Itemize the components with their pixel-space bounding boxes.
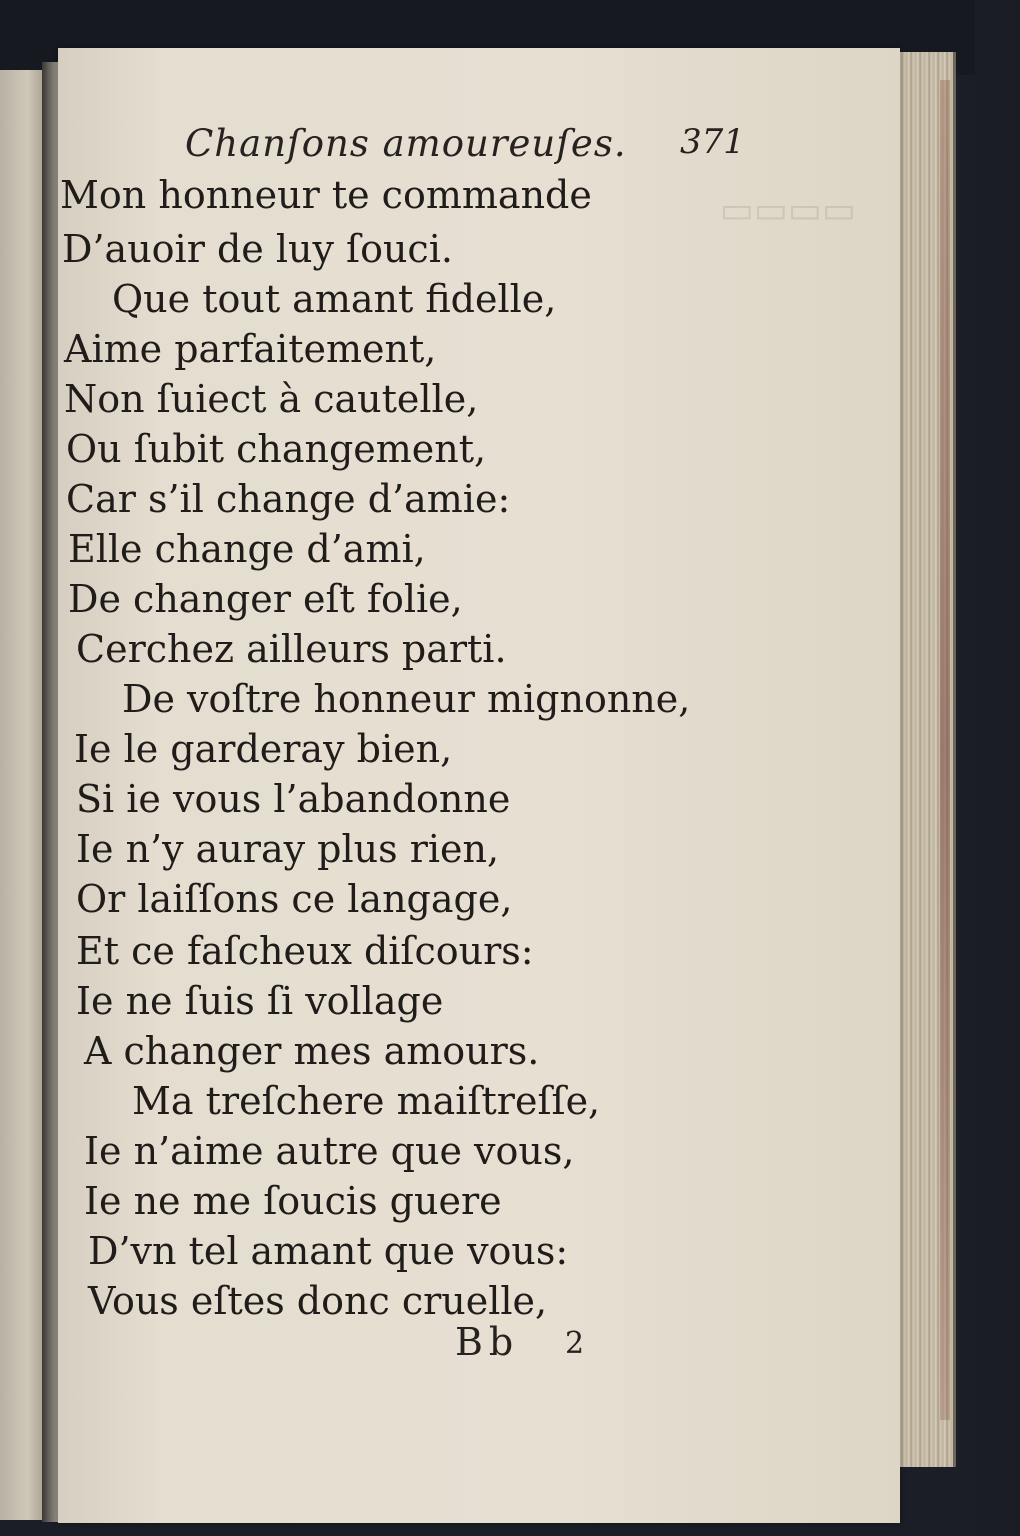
verse-line: Cerchez ailleurs parti. xyxy=(76,627,507,671)
verse-line: Or laiſſons ce langage, xyxy=(76,877,513,921)
verse-line: Que tout amant fidelle, xyxy=(112,277,557,321)
verse-line: Ie ne ſuis ſi vollage xyxy=(76,979,444,1023)
verse-line: Elle change d’ami, xyxy=(68,527,426,571)
page-number: 371 xyxy=(680,122,745,162)
verse-line: Et ce faſcheux diſcours: xyxy=(76,929,534,973)
facing-page-edge xyxy=(0,70,46,1520)
verse-line: Ou ſubit changement, xyxy=(66,427,487,471)
verse-line: Ie n’aime autre que vous, xyxy=(84,1129,575,1173)
verse-line: Car s’il change d’amie: xyxy=(66,477,511,521)
signature-number: 2 xyxy=(565,1326,585,1361)
verse-line: Ie ne me ſoucis guere xyxy=(84,1179,502,1223)
edge-stain xyxy=(940,80,950,1420)
verse-line: Non ſuiect à cautelle, xyxy=(64,377,479,421)
scan-background-right xyxy=(975,0,1020,1536)
running-title: Chanſons amoureuſes. xyxy=(185,122,627,165)
verse-line: De changer eſt folie, xyxy=(68,577,463,621)
signature-mark: Bb xyxy=(455,1320,520,1364)
verse-line: Si ie vous l’abandonne xyxy=(76,777,511,821)
verse-line: Ma treſchere maiſtreſſe, xyxy=(132,1079,601,1123)
verse-line: Mon honneur te commande xyxy=(60,173,592,217)
verse-line: Ie le garderay bien, xyxy=(74,727,453,771)
verse-line: Aime parfaitement, xyxy=(64,327,437,371)
verse-line: D’vn tel amant que vous: xyxy=(88,1229,569,1273)
verse-line: Vous eſtes donc cruelle, xyxy=(88,1279,548,1323)
verse-line: De voſtre honneur mignonne, xyxy=(122,677,691,721)
verse-line: D’auoir de luy ſouci. xyxy=(62,227,453,271)
show-through: ▭▭▭▭ xyxy=(720,190,857,231)
verse-line: Ie n’y auray plus rien, xyxy=(76,827,500,871)
verse-line: A changer mes amours. xyxy=(84,1029,540,1073)
